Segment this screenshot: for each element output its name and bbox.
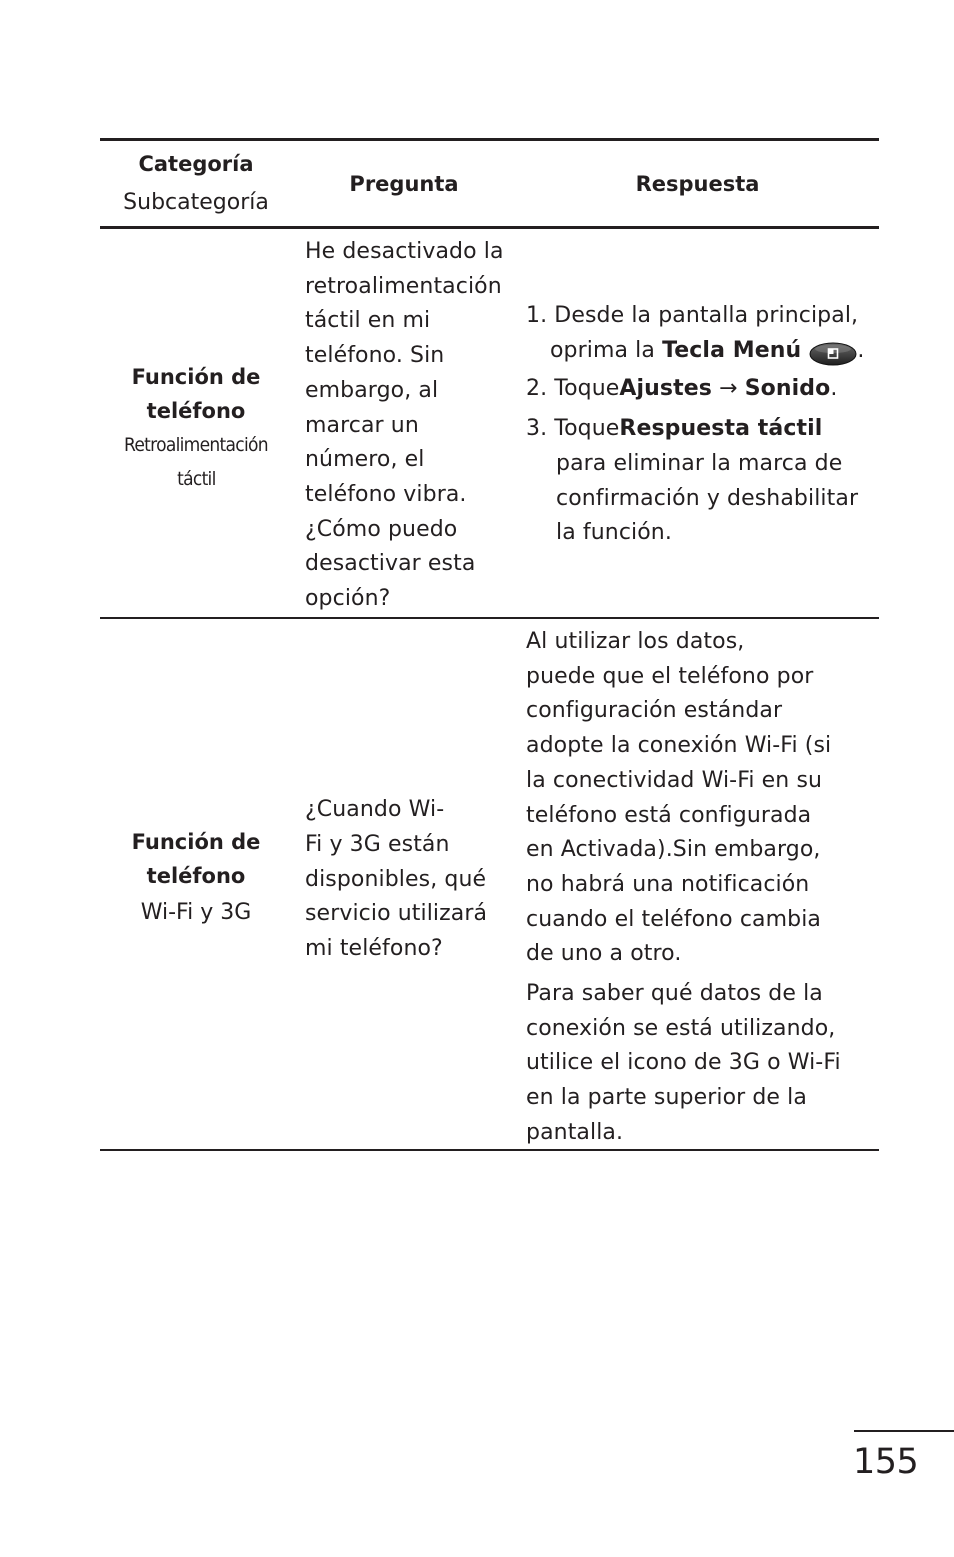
header-subcategory: Subcategoría	[123, 189, 269, 215]
step-text: Toque	[554, 376, 620, 402]
question-line: opción?	[305, 586, 391, 612]
step-text: .	[830, 376, 838, 402]
row1-question	[292, 229, 516, 617]
answer-paragraph-1	[526, 625, 879, 972]
arrow-glyph: →	[711, 376, 745, 402]
answer-paragraph-2	[526, 977, 879, 1151]
answer-line: teléfono está configurada	[526, 802, 812, 828]
question-line: ¿Cuando Wi-	[305, 797, 445, 823]
question-line: retroalimentación	[305, 273, 502, 299]
answer-step-3	[526, 412, 879, 447]
step-text: confirmación y deshabilitar	[556, 485, 859, 511]
row1-subcategory-line1: Retroalimentación	[124, 434, 268, 456]
footer-rule	[854, 1430, 954, 1432]
faq-table	[100, 138, 879, 1151]
answer-step-3-cont	[526, 447, 879, 551]
question-line: ¿Cómo puedo	[305, 516, 458, 542]
step-number: 2.	[526, 376, 548, 402]
table-row	[100, 619, 879, 1149]
answer-line: puede que el teléfono por	[526, 663, 814, 689]
row2-category-line2: teléfono	[146, 864, 246, 888]
menu-key-icon	[809, 340, 857, 366]
step-number: 3.	[526, 416, 548, 442]
header-answer: Respuesta	[635, 171, 760, 196]
step-text: .	[857, 337, 865, 363]
question-line: marcar un	[305, 412, 419, 438]
answer-line: conexión se está utilizando,	[526, 1015, 836, 1041]
touch-feedback-label: Respuesta táctil	[619, 416, 823, 442]
menu-key-label: Tecla Menú	[662, 337, 802, 363]
answer-line: configuración estándar	[526, 698, 783, 724]
row1-category-cell	[100, 229, 292, 617]
question-line: teléfono vibra.	[305, 481, 467, 507]
answer-line: pantalla.	[526, 1119, 624, 1145]
question-line: táctil en mi	[305, 308, 431, 334]
answer-line: utilice el icono de 3G o Wi-Fi	[526, 1050, 841, 1076]
sound-label: Sonido	[744, 376, 831, 402]
row2-category-cell	[100, 619, 292, 1149]
question-line: teléfono. Sin	[305, 343, 445, 369]
step-number: 1.	[526, 303, 548, 328]
answer-line: Para saber qué datos de la	[526, 981, 823, 1007]
step-text: Toque	[554, 416, 620, 442]
question-line: mi teléfono?	[305, 936, 443, 962]
answer-step-1-cont	[526, 334, 879, 369]
row1-subcategory-line2: táctil	[176, 468, 216, 490]
question-line: desactivar esta	[305, 551, 476, 577]
question-line: número, el	[305, 447, 425, 473]
answer-line: en la parte superior de la	[526, 1085, 807, 1111]
row2-question	[292, 619, 516, 1149]
step-text: la función.	[556, 520, 672, 546]
header-category: Categoría	[138, 151, 254, 176]
row1-category-line2: teléfono	[146, 399, 246, 423]
row2-subcategory: Wi-Fi y 3G	[140, 900, 252, 925]
settings-label: Ajustes	[619, 376, 712, 402]
answer-step-1	[526, 299, 879, 334]
answer-step-2	[526, 372, 879, 407]
header-question: Pregunta	[349, 171, 459, 196]
row2-answer	[516, 619, 879, 1149]
answer-line: de uno a otro.	[526, 941, 682, 967]
step-text: oprima la	[550, 337, 663, 363]
question-line: embargo, al	[305, 377, 439, 403]
answer-line: cuando el teléfono cambia	[526, 906, 821, 932]
answer-line: no habrá una notificación	[526, 871, 810, 897]
row2-category-line1: Función de	[131, 830, 261, 854]
step-text: Desde la pantalla principal,	[554, 303, 859, 328]
question-line: disponibles, qué	[305, 866, 487, 892]
row1-answer	[516, 229, 879, 617]
answer-line: en Activada).Sin embargo,	[526, 837, 821, 863]
question-line: Fi y 3G están	[305, 831, 450, 857]
question-line: He desactivado la	[305, 239, 504, 264]
page-number: 155	[853, 1442, 919, 1482]
table-header-row	[100, 141, 879, 226]
step-text: para eliminar la marca de	[556, 450, 843, 476]
question-line: servicio utilizará	[305, 901, 488, 927]
table-row	[100, 229, 879, 617]
answer-line: Al utilizar los datos,	[526, 629, 745, 654]
answer-line: la conectividad Wi-Fi en su	[526, 767, 823, 793]
row1-category-line1: Función de	[131, 365, 261, 389]
header-category-cell	[100, 145, 292, 223]
answer-line: adopte la conexión Wi-Fi (si	[526, 733, 832, 759]
